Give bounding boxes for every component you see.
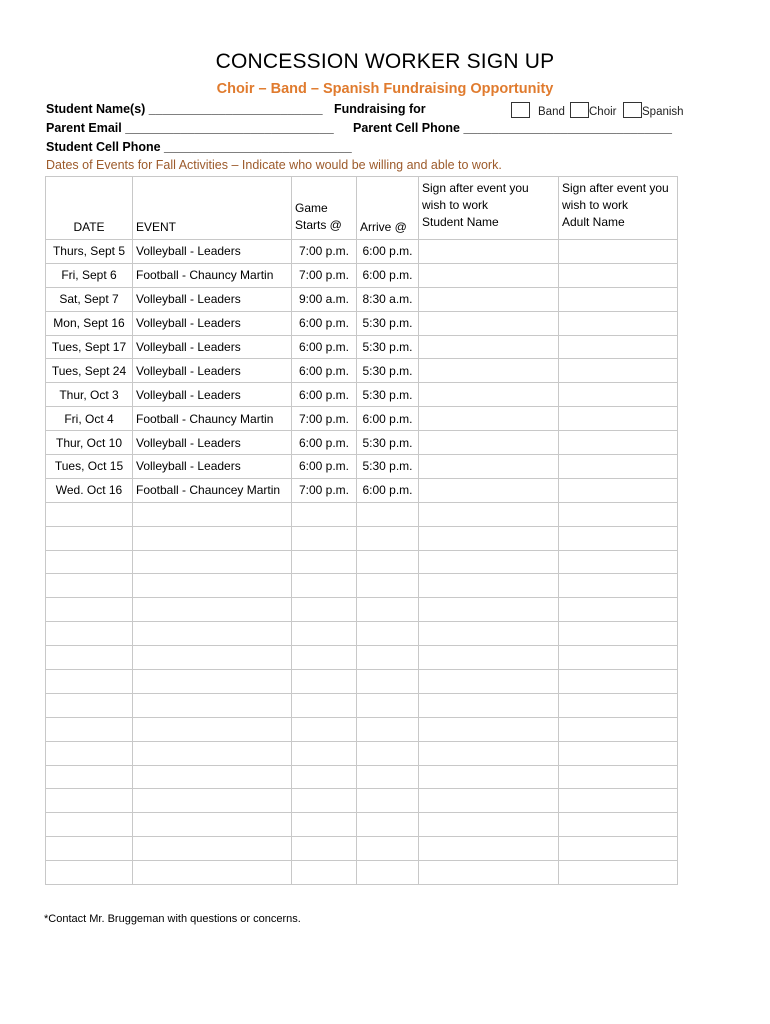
game-start-cell: 6:00 p.m. [292, 383, 357, 407]
table-row [46, 263, 678, 287]
empty-cell[interactable] [559, 813, 678, 837]
empty-cell[interactable] [133, 789, 292, 813]
student-signature-cell[interactable] [419, 240, 559, 264]
adult-signature-cell[interactable] [559, 287, 678, 311]
arrive-cell: 6:00 p.m. [357, 263, 419, 287]
empty-table-row [46, 574, 678, 598]
empty-cell[interactable] [357, 717, 419, 741]
date-header: DATE [46, 177, 133, 240]
event-cell: Volleyball - Leaders [133, 359, 292, 383]
empty-cell[interactable] [133, 717, 292, 741]
empty-cell[interactable] [559, 789, 678, 813]
empty-cell[interactable] [46, 502, 133, 526]
empty-cell[interactable] [133, 813, 292, 837]
adult-signature-cell[interactable] [559, 263, 678, 287]
page-subtitle: Choir – Band – Spanish Fundraising Opportunity [216, 81, 554, 97]
empty-cell[interactable] [419, 526, 559, 550]
arrive-cell: 6:00 p.m. [357, 478, 419, 502]
adult-signature-cell[interactable] [559, 455, 678, 479]
choir-checkbox-label: Choir [589, 106, 617, 118]
student-names-field[interactable]: Student Name(s) _________________________ [46, 102, 323, 116]
empty-cell[interactable] [357, 789, 419, 813]
empty-table-row [46, 813, 678, 837]
empty-cell[interactable] [419, 765, 559, 789]
empty-cell[interactable] [419, 861, 559, 885]
empty-cell[interactable] [46, 765, 133, 789]
empty-cell[interactable] [46, 670, 133, 694]
empty-cell[interactable] [292, 526, 357, 550]
arrive-header: Arrive @ [357, 177, 419, 240]
empty-cell[interactable] [292, 502, 357, 526]
date-cell: Fri, Sept 6 [46, 263, 133, 287]
arrive-cell: 8:30 a.m. [357, 287, 419, 311]
dates-note: Dates of Events for Fall Activities – Indicate who would be willing and able to work. [46, 158, 502, 172]
empty-cell[interactable] [133, 693, 292, 717]
event-cell: Volleyball - Leaders [133, 240, 292, 264]
parent-email-field[interactable]: Parent Email ______________________________ [46, 121, 334, 135]
table-row [46, 335, 678, 359]
date-cell: Sat, Sept 7 [46, 287, 133, 311]
empty-cell[interactable] [357, 813, 419, 837]
empty-cell[interactable] [357, 765, 419, 789]
event-cell: Volleyball - Leaders [133, 335, 292, 359]
arrive-cell: 5:30 p.m. [357, 431, 419, 455]
date-cell: Fri, Oct 4 [46, 407, 133, 431]
empty-cell[interactable] [46, 837, 133, 861]
empty-cell[interactable] [559, 622, 678, 646]
empty-table-row [46, 550, 678, 574]
empty-cell[interactable] [559, 502, 678, 526]
empty-cell[interactable] [559, 526, 678, 550]
empty-cell[interactable] [133, 670, 292, 694]
event-cell: Football - Chauncy Martin [133, 263, 292, 287]
adult-signature-cell[interactable] [559, 431, 678, 455]
table-row [46, 407, 678, 431]
arrive-cell: 5:30 p.m. [357, 335, 419, 359]
arrive-cell: 6:00 p.m. [357, 240, 419, 264]
game-start-cell: 6:00 p.m. [292, 431, 357, 455]
game-start-cell: 7:00 p.m. [292, 263, 357, 287]
empty-cell[interactable] [559, 741, 678, 765]
signup-table [45, 176, 678, 885]
empty-cell[interactable] [419, 574, 559, 598]
empty-cell[interactable] [292, 789, 357, 813]
arrive-cell: 5:30 p.m. [357, 311, 419, 335]
student-cell-field[interactable]: Student Cell Phone ___________________________ [46, 140, 352, 154]
empty-table-row [46, 861, 678, 885]
empty-cell[interactable] [46, 646, 133, 670]
adult-signature-cell[interactable] [559, 359, 678, 383]
game-start-cell: 7:00 p.m. [292, 478, 357, 502]
date-cell: Thur, Oct 10 [46, 431, 133, 455]
table-row [46, 431, 678, 455]
date-cell: Tues, Oct 15 [46, 455, 133, 479]
empty-cell[interactable] [419, 813, 559, 837]
band-checkbox-label: Band [538, 106, 565, 118]
spanish-checkbox[interactable] [623, 102, 642, 118]
game-start-cell: 9:00 a.m. [292, 287, 357, 311]
event-cell: Volleyball - Leaders [133, 431, 292, 455]
empty-cell[interactable] [292, 550, 357, 574]
table-row [46, 359, 678, 383]
footnote: *Contact Mr. Bruggeman with questions or concerns. [44, 913, 301, 925]
event-cell: Football - Chauncy Martin [133, 407, 292, 431]
event-cell: Volleyball - Leaders [133, 311, 292, 335]
empty-cell[interactable] [357, 502, 419, 526]
empty-cell[interactable] [46, 622, 133, 646]
empty-table-row [46, 622, 678, 646]
empty-cell[interactable] [559, 861, 678, 885]
empty-cell[interactable] [46, 789, 133, 813]
empty-cell[interactable] [46, 574, 133, 598]
empty-cell[interactable] [357, 622, 419, 646]
band-checkbox[interactable] [511, 102, 530, 118]
game-starts-header: Game Starts @ [292, 177, 357, 240]
empty-cell[interactable] [133, 765, 292, 789]
empty-cell[interactable] [357, 598, 419, 622]
empty-cell[interactable] [559, 574, 678, 598]
empty-cell[interactable] [46, 741, 133, 765]
empty-table-row [46, 598, 678, 622]
arrive-cell: 5:30 p.m. [357, 383, 419, 407]
empty-cell[interactable] [292, 646, 357, 670]
empty-cell[interactable] [357, 670, 419, 694]
empty-cell[interactable] [357, 837, 419, 861]
empty-cell[interactable] [559, 598, 678, 622]
empty-cell[interactable] [133, 550, 292, 574]
adult-signature-cell[interactable] [559, 311, 678, 335]
student-signature-cell[interactable] [419, 431, 559, 455]
empty-cell[interactable] [357, 574, 419, 598]
empty-cell[interactable] [292, 741, 357, 765]
empty-cell[interactable] [133, 741, 292, 765]
empty-cell[interactable] [133, 526, 292, 550]
event-cell: Volleyball - Leaders [133, 287, 292, 311]
empty-cell[interactable] [559, 670, 678, 694]
empty-cell[interactable] [419, 598, 559, 622]
date-cell: Wed. Oct 16 [46, 478, 133, 502]
game-start-cell: 6:00 p.m. [292, 335, 357, 359]
table-row [46, 455, 678, 479]
empty-cell[interactable] [419, 502, 559, 526]
empty-cell[interactable] [419, 693, 559, 717]
table-row [46, 311, 678, 335]
empty-cell[interactable] [419, 550, 559, 574]
empty-cell[interactable] [419, 670, 559, 694]
empty-table-row [46, 765, 678, 789]
student-signature-cell[interactable] [419, 455, 559, 479]
event-cell: Volleyball - Leaders [133, 455, 292, 479]
student-signature-cell[interactable] [419, 359, 559, 383]
student-sign-header: Sign after event you wish to work Student Name [419, 177, 559, 240]
empty-cell[interactable] [133, 646, 292, 670]
adult-signature-cell[interactable] [559, 335, 678, 359]
date-cell: Mon, Sept 16 [46, 311, 133, 335]
empty-cell[interactable] [46, 550, 133, 574]
empty-table-row [46, 717, 678, 741]
empty-cell[interactable] [292, 813, 357, 837]
parent-cell-field[interactable]: Parent Cell Phone ______________________________ [353, 121, 673, 135]
empty-cell[interactable] [357, 646, 419, 670]
adult-signature-cell[interactable] [559, 383, 678, 407]
game-start-cell: 6:00 p.m. [292, 311, 357, 335]
empty-cell[interactable] [133, 574, 292, 598]
empty-table-row [46, 693, 678, 717]
empty-cell[interactable] [292, 717, 357, 741]
empty-cell[interactable] [292, 598, 357, 622]
student-signature-cell[interactable] [419, 407, 559, 431]
arrive-cell: 5:30 p.m. [357, 455, 419, 479]
empty-cell[interactable] [419, 741, 559, 765]
event-header: EVENT [133, 177, 292, 240]
student-signature-cell[interactable] [419, 478, 559, 502]
empty-table-row [46, 741, 678, 765]
student-signature-cell[interactable] [419, 263, 559, 287]
empty-cell[interactable] [419, 646, 559, 670]
empty-cell[interactable] [292, 861, 357, 885]
empty-table-row [46, 670, 678, 694]
date-cell: Tues, Sept 24 [46, 359, 133, 383]
student-signature-cell[interactable] [419, 287, 559, 311]
empty-cell[interactable] [46, 861, 133, 885]
empty-cell[interactable] [133, 622, 292, 646]
table-row [46, 383, 678, 407]
empty-cell[interactable] [559, 837, 678, 861]
student-signature-cell[interactable] [419, 383, 559, 407]
empty-cell[interactable] [419, 789, 559, 813]
page-title: CONCESSION WORKER SIGN UP [215, 50, 555, 73]
game-start-cell: 6:00 p.m. [292, 455, 357, 479]
empty-cell[interactable] [292, 693, 357, 717]
empty-cell[interactable] [292, 622, 357, 646]
arrive-cell: 6:00 p.m. [357, 407, 419, 431]
empty-cell[interactable] [292, 765, 357, 789]
empty-cell[interactable] [133, 861, 292, 885]
table-row [46, 478, 678, 502]
game-start-cell: 6:00 p.m. [292, 359, 357, 383]
student-signature-cell[interactable] [419, 311, 559, 335]
date-cell: Thur, Oct 3 [46, 383, 133, 407]
empty-cell[interactable] [357, 693, 419, 717]
event-cell: Football - Chauncey Martin [133, 478, 292, 502]
table-row [46, 240, 678, 264]
empty-cell[interactable] [292, 670, 357, 694]
choir-checkbox[interactable] [570, 102, 589, 118]
date-cell: Tues, Sept 17 [46, 335, 133, 359]
empty-cell[interactable] [559, 765, 678, 789]
empty-cell[interactable] [559, 646, 678, 670]
empty-cell[interactable] [46, 526, 133, 550]
arrive-cell: 5:30 p.m. [357, 359, 419, 383]
table-row [46, 287, 678, 311]
empty-table-row [46, 646, 678, 670]
empty-cell[interactable] [46, 598, 133, 622]
empty-cell[interactable] [133, 837, 292, 861]
empty-cell[interactable] [419, 837, 559, 861]
empty-cell[interactable] [559, 550, 678, 574]
empty-cell[interactable] [419, 717, 559, 741]
empty-table-row [46, 526, 678, 550]
empty-cell[interactable] [559, 693, 678, 717]
empty-cell[interactable] [46, 693, 133, 717]
table-header-row [46, 177, 678, 240]
empty-table-row [46, 789, 678, 813]
empty-cell[interactable] [46, 717, 133, 741]
game-start-cell: 7:00 p.m. [292, 407, 357, 431]
date-cell: Thurs, Sept 5 [46, 240, 133, 264]
empty-table-row [46, 502, 678, 526]
empty-cell[interactable] [46, 813, 133, 837]
empty-table-row [46, 837, 678, 861]
fundraising-for-label: Fundraising for [334, 102, 426, 116]
empty-cell[interactable] [357, 741, 419, 765]
empty-cell[interactable] [133, 598, 292, 622]
empty-cell[interactable] [419, 622, 559, 646]
game-start-cell: 7:00 p.m. [292, 240, 357, 264]
student-signature-cell[interactable] [419, 335, 559, 359]
adult-sign-header: Sign after event you wish to work Adult Name [559, 177, 678, 240]
empty-cell[interactable] [292, 574, 357, 598]
adult-signature-cell[interactable] [559, 240, 678, 264]
empty-cell[interactable] [357, 526, 419, 550]
adult-signature-cell[interactable] [559, 407, 678, 431]
empty-cell[interactable] [357, 861, 419, 885]
adult-signature-cell[interactable] [559, 478, 678, 502]
empty-cell[interactable] [559, 717, 678, 741]
empty-cell[interactable] [292, 837, 357, 861]
empty-cell[interactable] [133, 502, 292, 526]
empty-cell[interactable] [357, 550, 419, 574]
spanish-checkbox-label: Spanish [642, 106, 684, 118]
event-cell: Volleyball - Leaders [133, 383, 292, 407]
